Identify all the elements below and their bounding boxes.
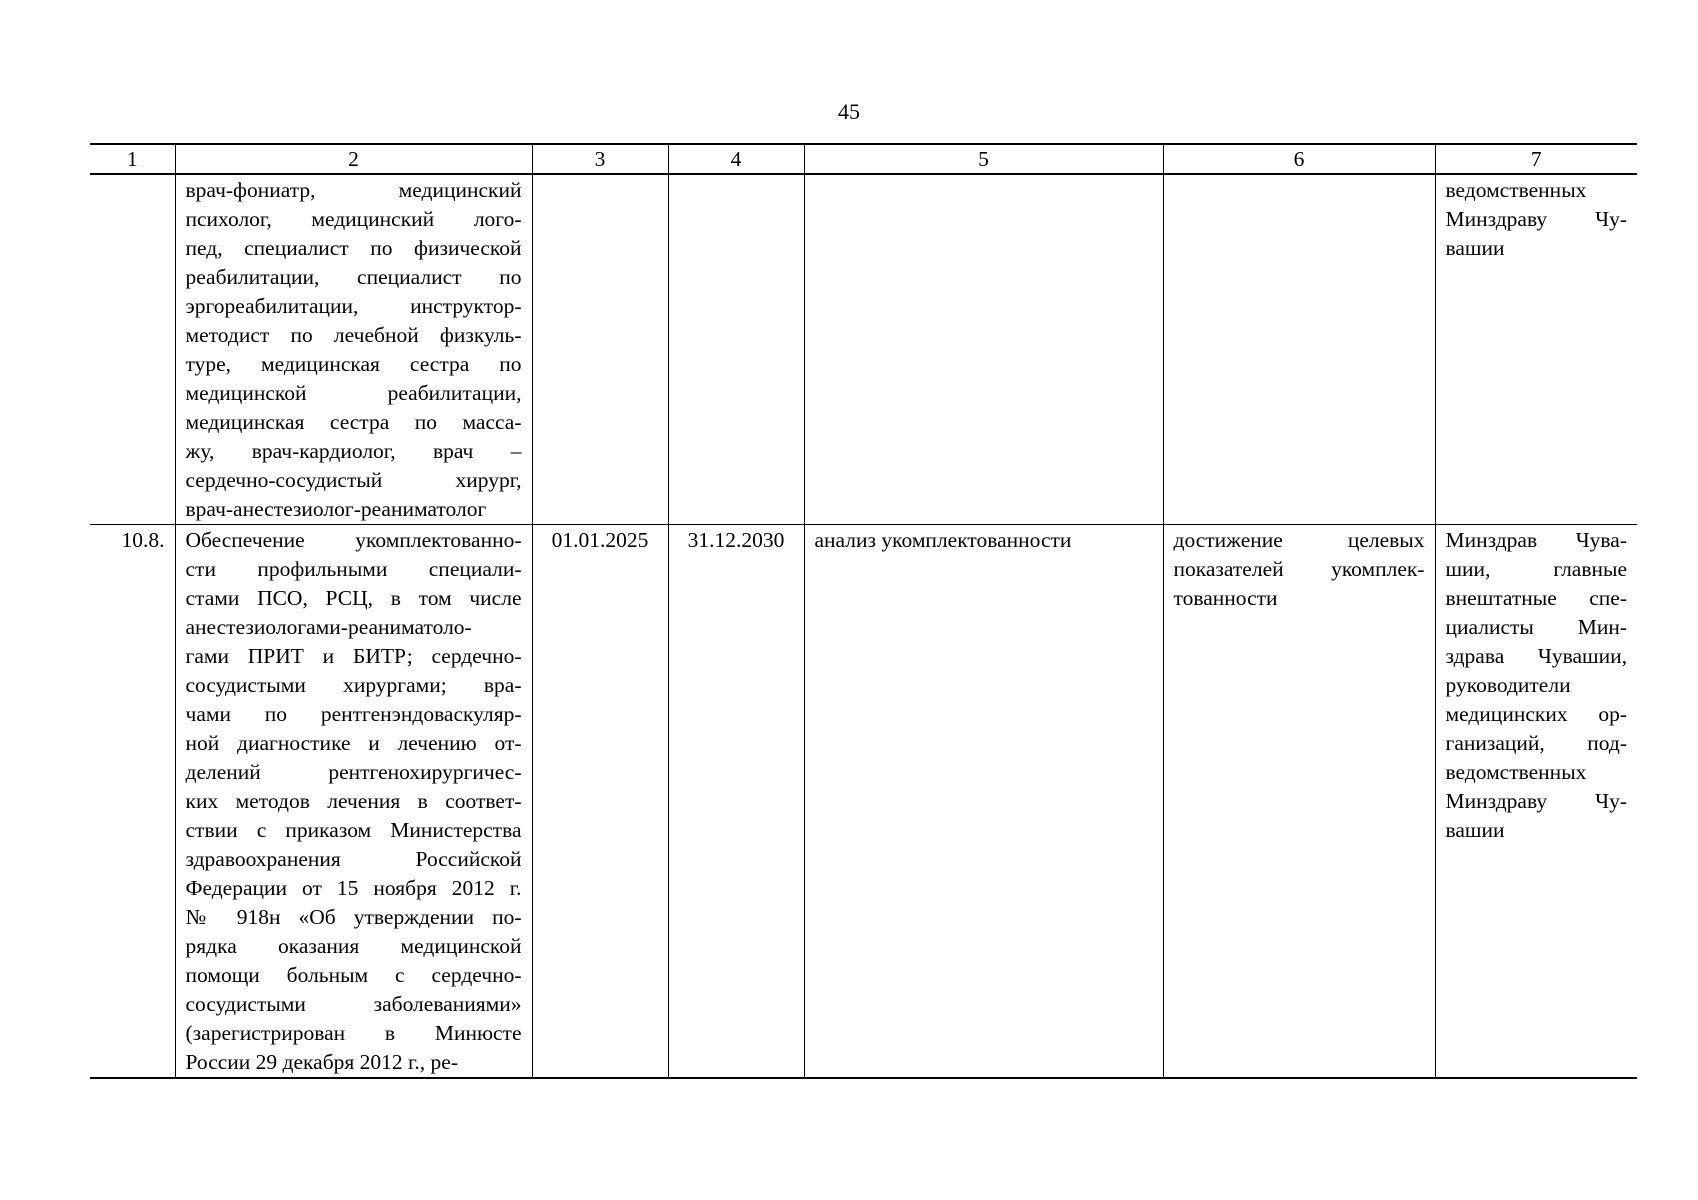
item-number-cell bbox=[90, 174, 175, 525]
measures-table bbox=[90, 143, 1637, 1079]
column-number-row bbox=[90, 144, 1637, 174]
activity-cell: анализ укомплектованности bbox=[804, 525, 1163, 1079]
activity-cell bbox=[804, 174, 1163, 525]
description-line: медицинская сестра по масса- bbox=[185, 410, 522, 434]
responsible-line: медицинских ор- bbox=[1445, 702, 1627, 726]
responsible-line: Минздраву Чу- bbox=[1445, 207, 1627, 231]
description-line: помощи больным с сердечно- bbox=[185, 963, 522, 987]
description-line: стами ПСО, РСЦ, в том числе bbox=[185, 586, 522, 610]
result-line: показателей укомплек- bbox=[1173, 557, 1425, 581]
description-line: здравоохранения Российской bbox=[185, 847, 522, 871]
table-row bbox=[90, 174, 1637, 525]
column-header-3: 3 bbox=[532, 144, 668, 174]
page-number: 45 bbox=[838, 99, 860, 124]
description-line: № 918н «Об утверждении по- bbox=[185, 905, 522, 929]
description-line: жу, врач-кардиолог, врач – bbox=[185, 439, 522, 463]
description-line: медицинской реабилитации, bbox=[185, 381, 522, 405]
responsible-line: руководители bbox=[1445, 673, 1571, 697]
result-cell bbox=[1163, 174, 1435, 525]
start-date-cell: 01.01.2025 bbox=[532, 525, 668, 1079]
description-line: чами по рентгенэндоваскуляр- bbox=[185, 702, 522, 726]
result-line: достижение целевых bbox=[1173, 528, 1425, 552]
responsible-line: ведомственных bbox=[1445, 760, 1587, 784]
description-line: врач-фониатр, медицинский bbox=[185, 178, 522, 202]
responsible-line: ганизаций, под- bbox=[1445, 731, 1627, 755]
description-line: врач-анестезиолог-реаниматолог bbox=[185, 497, 487, 521]
description-line: ствии с приказом Министерства bbox=[185, 818, 522, 842]
description-line: сердечно-сосудистый хирург, bbox=[185, 468, 522, 492]
column-header-1: 1 bbox=[90, 144, 175, 174]
description-line: реабилитации, специалист по bbox=[185, 265, 522, 289]
responsible-line: вашии bbox=[1445, 818, 1505, 842]
description-line: Федерации от 15 ноября 2012 г. bbox=[185, 876, 522, 900]
responsible-line: внештатные спе- bbox=[1445, 586, 1627, 610]
description-line: анестезиологами-реаниматоло- bbox=[185, 615, 472, 639]
responsible-line: циалисты Мин- bbox=[1445, 615, 1627, 639]
description-line: Обеспечение укомплектованно- bbox=[185, 528, 522, 552]
description-line: ной диагностике и лечению от- bbox=[185, 731, 522, 755]
description-line: методист по лечебной физкуль- bbox=[185, 323, 522, 347]
responsible-cell bbox=[1435, 174, 1637, 525]
description-line: ких методов лечения в соответ- bbox=[185, 789, 522, 813]
description-line: гами ПРИТ и БИТР; сердечно- bbox=[185, 644, 522, 668]
result-cell bbox=[1163, 525, 1435, 1079]
end-date-cell: 31.12.2030 bbox=[668, 525, 804, 1079]
responsible-line: вашии bbox=[1445, 236, 1505, 260]
responsible-line: ведомственных bbox=[1445, 178, 1587, 202]
description-line: эргореабилитации, инструктор- bbox=[185, 294, 522, 318]
item-number-cell: 10.8. bbox=[90, 525, 175, 1079]
description-line: туре, медицинская сестра по bbox=[185, 352, 522, 376]
description-line: сосудистыми заболеваниями» bbox=[185, 992, 522, 1016]
description-line: (зарегистрирован в Минюсте bbox=[185, 1021, 522, 1045]
description-cell bbox=[175, 525, 532, 1079]
start-date-cell bbox=[532, 174, 668, 525]
column-header-2: 2 bbox=[175, 144, 532, 174]
description-line: рядка оказания медицинской bbox=[185, 934, 522, 958]
description-cell bbox=[175, 174, 532, 525]
description-line: России 29 декабря 2012 г., ре- bbox=[185, 1050, 458, 1074]
column-header-6: 6 bbox=[1163, 144, 1435, 174]
description-line: делений рентгенохирургичес- bbox=[185, 760, 522, 784]
responsible-line: Минздраву Чу- bbox=[1445, 789, 1627, 813]
column-header-5: 5 bbox=[804, 144, 1163, 174]
responsible-line: здрава Чувашии, bbox=[1445, 644, 1627, 668]
column-header-7: 7 bbox=[1435, 144, 1637, 174]
responsible-cell bbox=[1435, 525, 1637, 1079]
table-row bbox=[90, 525, 1637, 1079]
column-header-4: 4 bbox=[668, 144, 804, 174]
description-line: пед, специалист по физической bbox=[185, 236, 522, 260]
result-line: тованности bbox=[1173, 586, 1278, 610]
description-line: сти профильными специали- bbox=[185, 557, 522, 581]
responsible-line: Минздрав Чува- bbox=[1445, 528, 1627, 552]
responsible-line: шии, главные bbox=[1445, 557, 1627, 581]
description-line: сосудистыми хирургами; вра- bbox=[185, 673, 522, 697]
end-date-cell bbox=[668, 174, 804, 525]
description-line: психолог, медицинский лого- bbox=[185, 207, 522, 231]
